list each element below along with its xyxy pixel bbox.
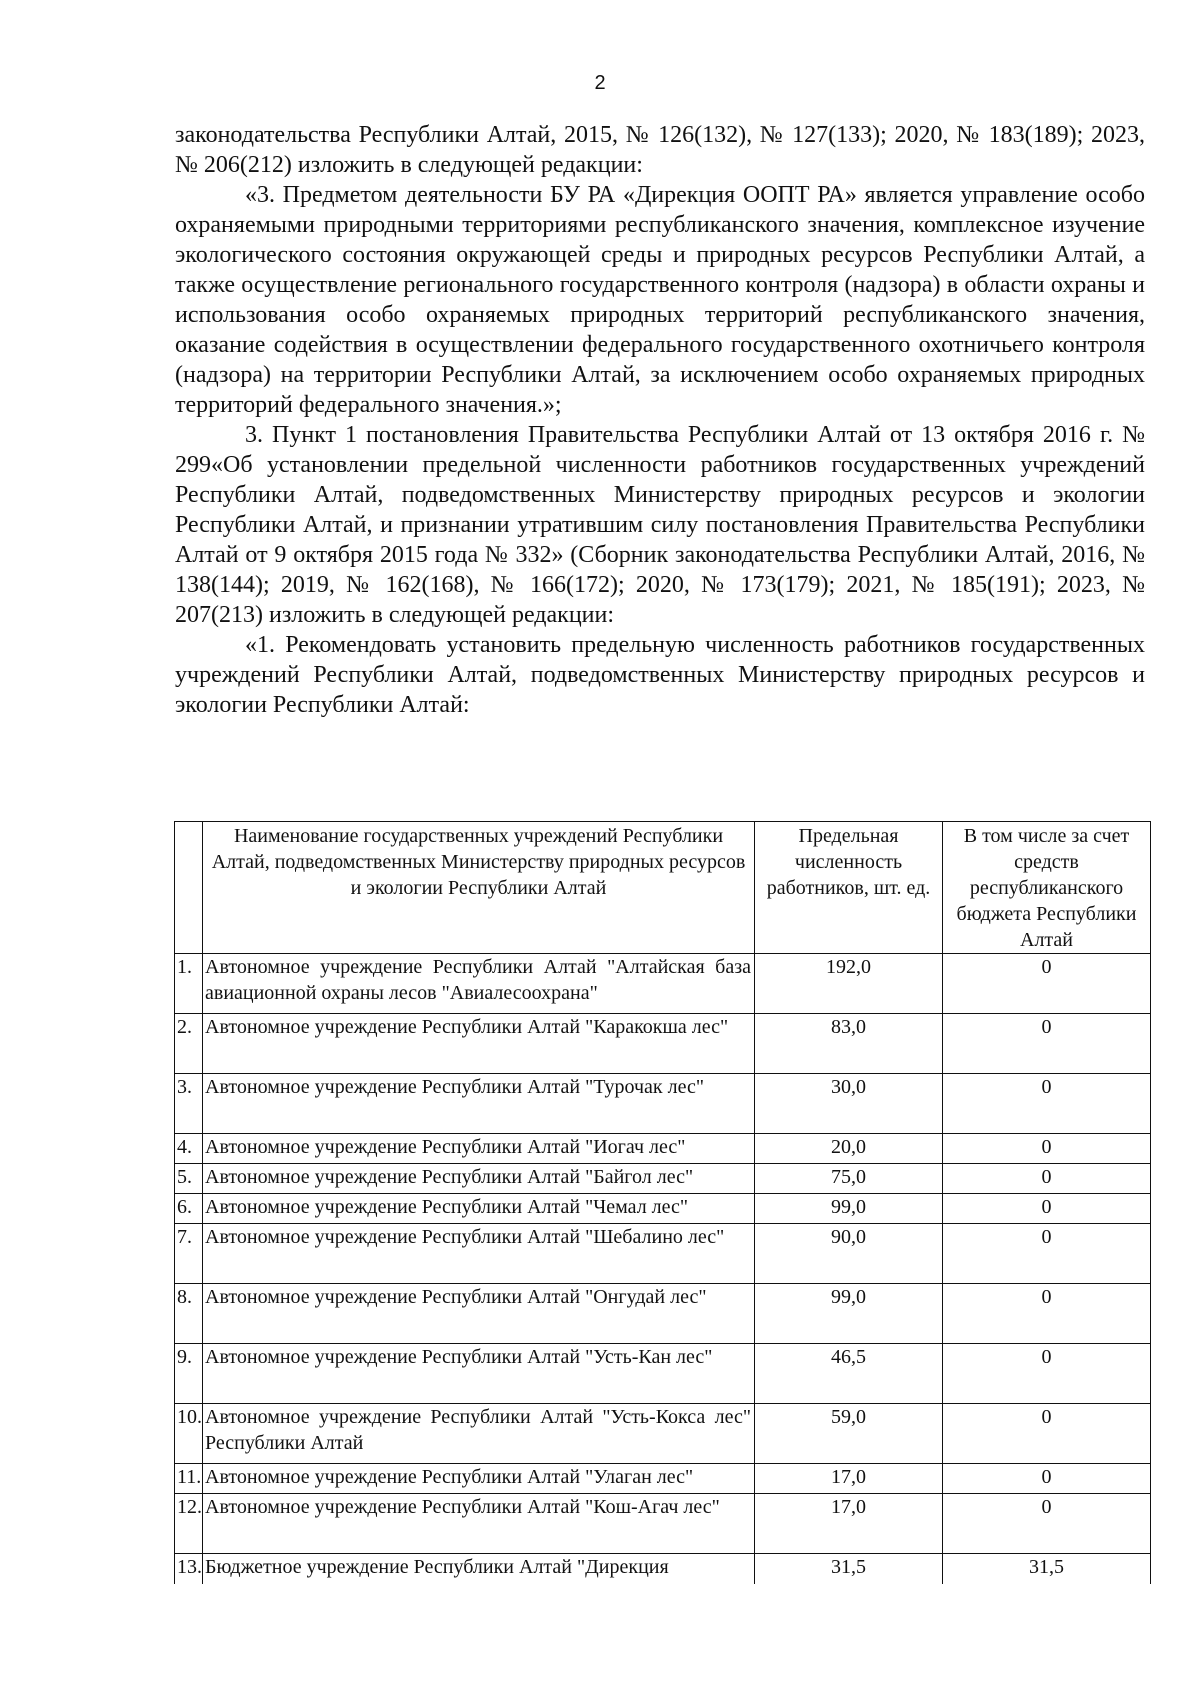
row-num: 3. — [175, 1074, 203, 1134]
row-name: Автономное учреждение Республики Алтай "Кош-Агач лес" — [203, 1494, 755, 1554]
row-limit: 83,0 — [755, 1014, 943, 1074]
row-num: 12. — [175, 1494, 203, 1554]
row-num: 8. — [175, 1284, 203, 1344]
row-limit: 99,0 — [755, 1284, 943, 1344]
staff-limits-table — [174, 821, 1151, 1584]
row-num: 10. — [175, 1404, 203, 1464]
header-name: Наименование государственных учреждений Республики Алтай, подведомственных Министерству природных ресурсов и экологии Республики Алтай — [203, 822, 755, 954]
table-row — [175, 1074, 1151, 1134]
row-name: Автономное учреждение Республики Алтай "Усть-Кокса лес" Республики Алтай — [203, 1404, 755, 1464]
row-limit: 75,0 — [755, 1164, 943, 1194]
row-limit: 59,0 — [755, 1404, 943, 1464]
row-num: 1. — [175, 954, 203, 1014]
document-text — [175, 120, 1145, 720]
row-num: 7. — [175, 1224, 203, 1284]
row-budget: 0 — [943, 1494, 1151, 1554]
header-budget: В том числе за счет средств республиканского бюджета Республики Алтай — [943, 822, 1151, 954]
row-limit: 99,0 — [755, 1194, 943, 1224]
row-budget: 0 — [943, 1194, 1151, 1224]
paragraph-quote-3: «3. Предметом деятельности БУ РА «Дирекция ООПТ РА» является управление особо охраняемыми природными территориями республиканского значения, комплексное изучение экологического состояния окружающей среды и природных ресурсов Республики Алтай, а также осуществление регионального государственного контроля (надзора) в области охраны и использования особо охраняемых природных территорий республиканского значения, оказание содействия в осуществлении федерального государственного охотничьего контроля (надзора) на территории Республики Алтай, за исключением особо охраняемых природных территорий федерального значения.»; — [175, 182, 1145, 418]
row-num: 4. — [175, 1134, 203, 1164]
table-row — [175, 1134, 1151, 1164]
row-name: Автономное учреждение Республики Алтай "Чемал лес" — [203, 1194, 755, 1224]
row-num: 5. — [175, 1164, 203, 1194]
table-row — [175, 1344, 1151, 1404]
row-num: 6. — [175, 1194, 203, 1224]
row-limit: 192,0 — [755, 954, 943, 1014]
table-header-row — [175, 822, 1151, 954]
row-limit: 17,0 — [755, 1464, 943, 1494]
row-budget: 0 — [943, 1074, 1151, 1134]
row-limit: 30,0 — [755, 1074, 943, 1134]
row-num: 13. — [175, 1554, 203, 1584]
table-row — [175, 954, 1151, 1014]
row-name: Бюджетное учреждение Республики Алтай "Дирекция — [203, 1554, 755, 1584]
row-num: 9. — [175, 1344, 203, 1404]
row-name: Автономное учреждение Республики Алтай "Онгудай лес" — [203, 1284, 755, 1344]
row-name: Автономное учреждение Республики Алтай "Алтайская база авиационной охраны лесов "Авиалесоохрана" — [203, 954, 755, 1014]
paragraph-item-3: 3. Пункт 1 постановления Правительства Республики Алтай от 13 октября 2016 г. № 299«Об установлении предельной численности работников государственных учреждений Республики Алтай, подведомственных Министерству природных ресурсов и экологии Республики Алтай, и признании утратившим силу постановления Правительства Республики Алтай от 9 октября 2015 года № 332» (Сборник законодательства Республики Алтай, 2016, № 138(144); 2019, № 162(168), № 166(172); 2020, № 173(179); 2021, № 185(191); 2023, № 207(213) изложить в следующей редакции: — [175, 422, 1145, 628]
row-limit: 17,0 — [755, 1494, 943, 1554]
row-name: Автономное учреждение Республики Алтай "Усть-Кан лес" — [203, 1344, 755, 1404]
row-num: 11. — [175, 1464, 203, 1494]
paragraph-quote-1: «1. Рекомендовать установить предельную численность работников государственных учреждений Республики Алтай, подведомственных Министерству природных ресурсов и экологии Республики Алтай: — [175, 632, 1145, 718]
row-name: Автономное учреждение Республики Алтай "Турочак лес" — [203, 1074, 755, 1134]
row-name: Автономное учреждение Республики Алтай "Каракокша лес" — [203, 1014, 755, 1074]
table-row — [175, 1494, 1151, 1554]
table-row — [175, 1464, 1151, 1494]
paragraph-continuation: законодательства Республики Алтай, 2015, № 126(132), № 127(133); 2020, № 183(189); 2023, № 206(212) изложить в следующей редакции: — [175, 122, 1145, 178]
row-budget: 31,5 — [943, 1554, 1151, 1584]
row-budget: 0 — [943, 1344, 1151, 1404]
row-name: Автономное учреждение Республики Алтай "Улаган лес" — [203, 1464, 755, 1494]
row-limit: 46,5 — [755, 1344, 943, 1404]
row-num: 2. — [175, 1014, 203, 1074]
row-limit: 20,0 — [755, 1134, 943, 1164]
row-name: Автономное учреждение Республики Алтай "Шебалино лес" — [203, 1224, 755, 1284]
row-budget: 0 — [943, 954, 1151, 1014]
table-row — [175, 1224, 1151, 1284]
row-limit: 31,5 — [755, 1554, 943, 1584]
table-row — [175, 1554, 1151, 1584]
row-name: Автономное учреждение Республики Алтай "Иогач лес" — [203, 1134, 755, 1164]
row-name: Автономное учреждение Республики Алтай "Байгол лес" — [203, 1164, 755, 1194]
header-num — [175, 822, 203, 954]
row-budget: 0 — [943, 1014, 1151, 1074]
row-budget: 0 — [943, 1404, 1151, 1464]
table-row — [175, 1164, 1151, 1194]
row-budget: 0 — [943, 1164, 1151, 1194]
row-budget: 0 — [943, 1134, 1151, 1164]
table-row — [175, 1284, 1151, 1344]
row-budget: 0 — [943, 1284, 1151, 1344]
row-budget: 0 — [943, 1464, 1151, 1494]
page-number: 2 — [594, 72, 606, 94]
table-row — [175, 1194, 1151, 1224]
table-row — [175, 1014, 1151, 1074]
row-budget: 0 — [943, 1224, 1151, 1284]
row-limit: 90,0 — [755, 1224, 943, 1284]
header-limit: Предельная численность работников, шт. ед. — [755, 822, 943, 954]
table-row — [175, 1404, 1151, 1464]
